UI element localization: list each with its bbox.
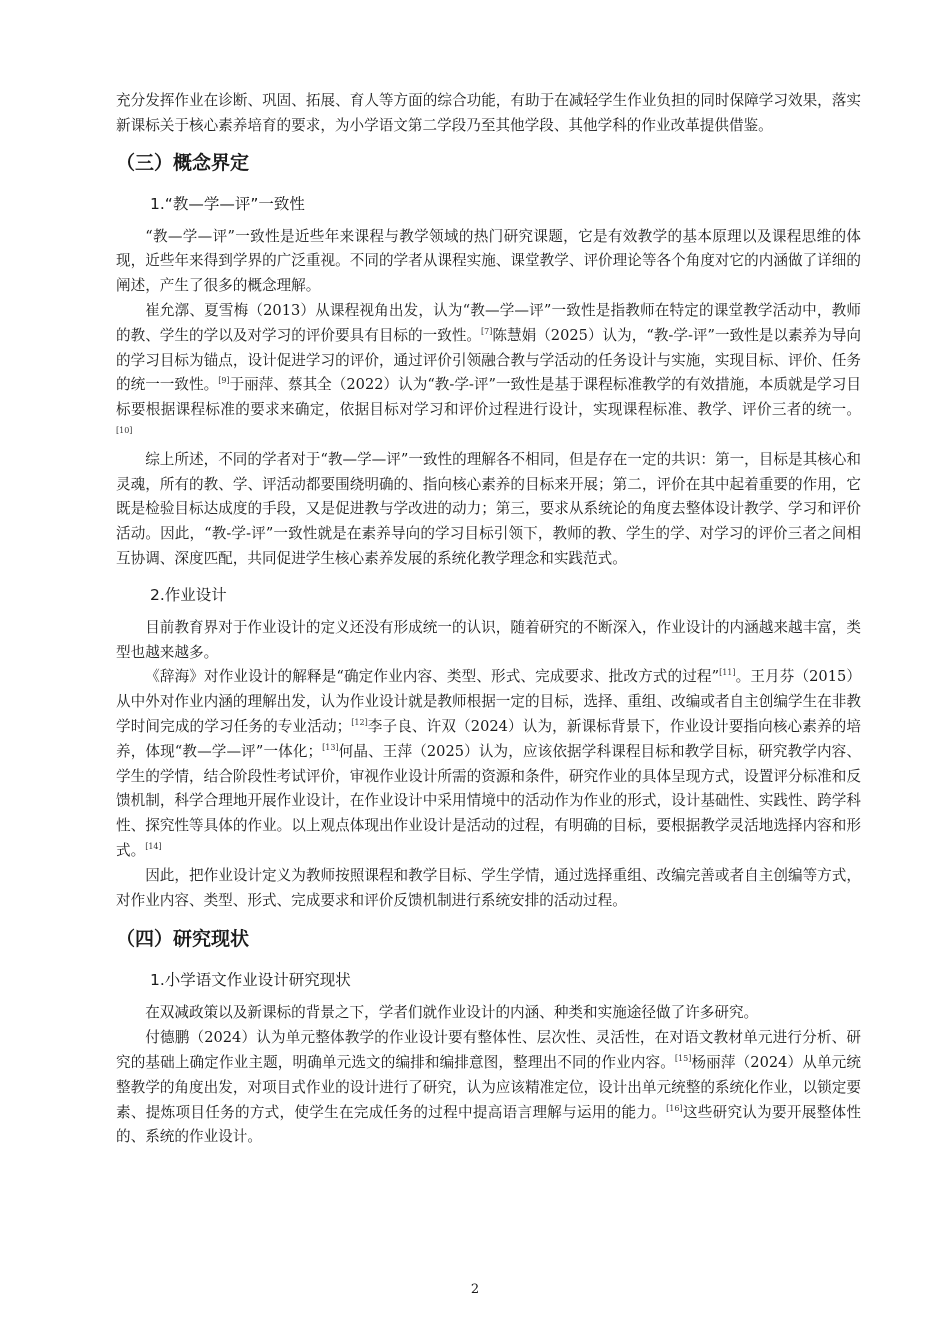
research-paragraph-1: 在双减政策以及新课标的背景之下，学者们就作业设计的内涵、种类和实施途径做了许多研究。 <box>145 1004 759 1022</box>
text-run: 何晶、王萍（2025）认为，应该依据学科课程目标和教学目标，研究教学内容、学生的学情，结合阶段性考试评价，审视作业设计所需的资源和条件，研究作业的具体呈现方式，设置评分标准和反馈机制，科学合理地开展作业设计，在作业设计中采用情境中的活动作为作业的形式，设计基础性、实践性、跨学科性、探究性等具体的作业。以上观点体现出作业设计是活动的过程，有明确的目标，要根据教学灵活地选择内容和形式。 <box>116 742 861 859</box>
consistency-paragraph-3: 综上所述，不同的学者对于“教—学—评”一致性的理解各不相同，但是存在一定的共识：第一，目标是其核心和灵魂，所有的教、学、评活动都要围绕明确的、指向核心素养的目标来开展；第二，评价在其中起着重要的作用，它既是检验目标达成度的手段，又是促进教与学改进的动力；第三，要求从系统论的角度去整体设计教学、学习和评价活动。因此，“教-学-评”一致性就是在素养导向的学习目标引领下，教师的教、学生的学、对学习的评价三者之间相互协调、深度匹配，共同促进学生核心素养发展的系统化教学理念和实践范式。 <box>116 450 861 567</box>
citation-marker: [14] <box>145 841 162 851</box>
text-run: 杨丽萍（2024）从单元统整教学的角度出发，对项目式作业的设计进行了研究，认为应该精准定位，设计出单元统整的系统化作业，以锁定要素、提炼项目任务的方式，使学生在完成任务的过程中提高语言理解与运用的能力。 <box>116 1053 861 1121</box>
text-run: 于丽萍、蔡其全（2022）认为“教-学-评”一致性是基于课程标准教学的有效措施，本质就是学习目标要根据课程标准的要求来确定，依据目标对学习和评价过程进行设计，实现课程标准、教学、评价三者的统一。 <box>116 376 861 419</box>
page-number: 2 <box>470 1282 480 1297</box>
text-run: 崔允漷、夏雪梅（2013）从课程视角出发，认为“教—学—评”一致性是指教师在特定的课堂教学活动中，教师的教、学生的学以及对学习的评价要具有目标的一致性。 <box>116 301 861 344</box>
homework-design-paragraph-3: 因此，把作业设计定义为教师按照课程和教学目标、学生学情，通过选择重组、改编完善或者自主创编等方式，对作业内容、类型、形式、完成要求和评价反馈机制进行系统安排的活动过程。 <box>116 866 861 909</box>
consistency-paragraph-1: “教—学—评”一致性是近些年来课程与教学领域的热门研究课题，它是有效教学的基本原理以及课程思维的体现，近些年来得到学界的广泛重视。不同的学者从课程实施、课堂教学、评价理论等各个角度对它的内涵做了详细的阐述，产生了很多的概念理解。 <box>116 227 861 295</box>
consistency-paragraph-2 <box>116 299 861 448</box>
section-heading-concepts: （三）概念界定 <box>116 151 250 174</box>
text-run: 。王月芬（2015）从中外对作业内涵的理解出发，认为作业设计就是教师根据一定的目标，选择、重组、改编或者自主创编学生在非教学时间完成的学习任务的专业活动； <box>116 668 861 735</box>
citation-marker: [11] <box>719 668 736 678</box>
citation-marker: [9] <box>218 376 230 386</box>
subsection-heading-consistency: 1.“教—学—评”一致性 <box>150 194 305 213</box>
subsection-heading-chinese-homework-research: 1.小学语文作业设计研究现状 <box>150 971 351 990</box>
intro-paragraph: 充分发挥作业在诊断、巩固、拓展、育人等方面的综合功能，有助于在减轻学生作业负担的同时保障学习效果，落实新课标关于核心素养培育的要求，为小学语文第二学段乃至其他学段、其他学科的作业改革提供借鉴。 <box>116 92 861 134</box>
citation-marker: [15] <box>674 1053 692 1063</box>
text-run: 这些研究认为要开展整体性的、系统的作业设计。 <box>116 1103 861 1146</box>
citation-marker: [12] <box>351 717 368 727</box>
text-run: 《辞海》对作业设计的解释是“确定作业内容、类型、形式、完成要求、批改方式的过程” <box>145 668 720 686</box>
research-paragraph-2 <box>116 1026 861 1150</box>
page-body <box>116 89 861 1150</box>
homework-design-paragraph-1: 目前教育界对于作业设计的定义还没有形成统一的认识，随着研究的不断深入，作业设计的内涵越来越丰富，类型也越来越多。 <box>116 618 861 661</box>
text-run: 付德鹏（2024）认为单元整体教学的作业设计要有整体性、层次性、灵活性，在对语文教材单元进行分析、研究的基础上确定作业主题，明确单元选文的编排和编排意图，整理出不同的作业内容。 <box>116 1029 861 1071</box>
text-run: 陈慧娟（2025）认为，“教-学-评”一致性是以素养为导向的学习目标为锚点，设计促进学习的评价，通过评价引领融合教与学活动的任务设计与实施，实现目标、评价、任务的统一一致性。 <box>116 326 861 394</box>
citation-marker: [7] <box>481 326 493 336</box>
section-heading-research-status: （四）研究现状 <box>116 928 250 951</box>
text-run: 李子良、许双（2024）认为，新课标背景下，作业设计要指向核心素养的培养，体现“教—学—评”一体化； <box>116 717 861 760</box>
subsection-heading-homework-design: 2.作业设计 <box>150 585 227 604</box>
citation-marker: [10] <box>116 425 133 435</box>
citation-marker: [16] <box>666 1103 683 1113</box>
homework-design-paragraph-2 <box>116 665 861 863</box>
citation-marker: [13] <box>322 742 339 752</box>
